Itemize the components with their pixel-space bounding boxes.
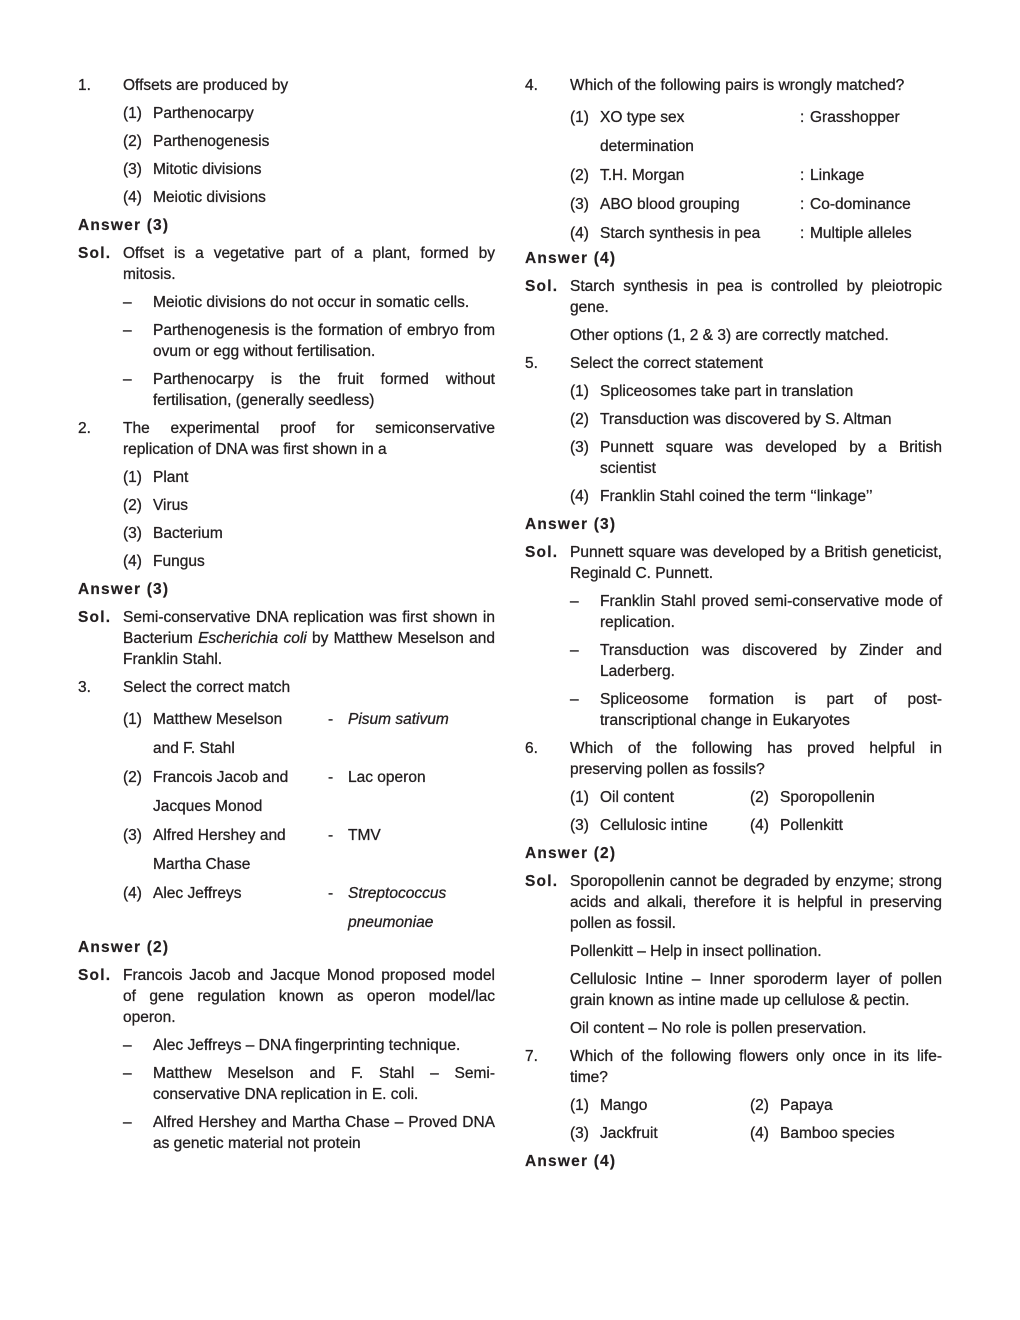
match-right-line: Streptococcus	[348, 885, 447, 902]
solution-paragraph: Oil content – No role is pollen preservation.	[570, 1020, 867, 1037]
option-label: (3)	[123, 161, 142, 178]
option	[123, 131, 495, 152]
match-right	[348, 763, 426, 821]
question	[78, 418, 495, 460]
question-number: 2.	[78, 420, 91, 437]
question-number: 6.	[525, 740, 538, 757]
option-label: (3)	[570, 196, 589, 213]
text-segment: by Matthew Meselson and Franklin Stahl.	[123, 630, 496, 668]
option	[750, 1123, 930, 1144]
answer-label: Answer (3)	[525, 516, 617, 533]
option	[570, 437, 942, 479]
text-segment: Which of the following pairs is wrongly matched?	[570, 77, 905, 94]
match-right	[810, 190, 911, 219]
match-option	[570, 190, 942, 219]
option-text: Fungus	[153, 553, 205, 570]
option-label: (4)	[123, 553, 142, 570]
match-left-line: Starch synthesis in pea	[600, 225, 761, 242]
option-label: (4)	[570, 488, 589, 505]
match-left	[600, 103, 800, 161]
solution-label: Sol.	[525, 873, 559, 890]
match-left	[600, 190, 800, 219]
question-text	[570, 738, 942, 780]
question-number: 1.	[78, 77, 91, 94]
question	[525, 353, 942, 374]
text-segment: Which of the following flowers only once in its life-time?	[570, 1048, 942, 1086]
match-separator: :	[800, 225, 805, 242]
match-left-line: Alfred Hershey and	[153, 827, 286, 844]
solution-label: Sol.	[525, 278, 559, 295]
option-label: (4)	[123, 885, 142, 902]
bullet-text: Meiotic divisions do not occur in somatic cells.	[153, 294, 470, 311]
option-label: (2)	[123, 497, 142, 514]
text-segment: Which of the following has proved helpful in preserving pollen as fossils?	[570, 740, 942, 778]
option-text: Parthenocarpy	[153, 105, 254, 122]
left-column	[78, 75, 495, 1161]
question-text	[123, 677, 495, 698]
right-column	[525, 75, 942, 1179]
option-text: Mitotic divisions	[153, 161, 262, 178]
answer-label: Answer (2)	[525, 845, 617, 862]
solution	[78, 243, 495, 285]
bullet-point	[123, 1112, 495, 1154]
option-label: (3)	[570, 1125, 589, 1142]
answer-label: Answer (4)	[525, 1153, 617, 1170]
question-text	[123, 418, 495, 460]
option-text: Sporopollenin	[780, 789, 875, 806]
option-label: (2)	[570, 411, 589, 428]
text-segment: Semi-conservative DNA replication was first shown in Bacterium	[123, 609, 495, 647]
solution	[525, 542, 942, 584]
option-row	[570, 787, 942, 808]
option-text: Plant	[153, 469, 189, 486]
match-right-line: Co-dominance	[810, 196, 911, 213]
solution-text	[570, 276, 942, 318]
bullet-point	[123, 320, 495, 362]
option-text: Bamboo species	[780, 1125, 895, 1142]
dash-bullet: –	[570, 642, 579, 659]
question-text	[570, 353, 942, 374]
match-option	[123, 763, 495, 821]
match-separator: -	[328, 769, 334, 786]
solution-label: Sol.	[78, 609, 112, 626]
match-right-line: pneumoniae	[348, 914, 434, 931]
match-right	[348, 705, 449, 763]
option-label: (2)	[570, 167, 589, 184]
option-text: Franklin Stahl coined the term ‘‘linkage’’	[600, 488, 873, 505]
answer-label: Answer (3)	[78, 581, 170, 598]
option-label: (3)	[123, 525, 142, 542]
option-label: (2)	[750, 1097, 769, 1114]
dash-bullet: –	[570, 691, 579, 708]
option	[570, 486, 942, 507]
match-left-line: and F. Stahl	[153, 740, 235, 757]
match-right-line: TMV	[348, 827, 381, 844]
solution	[78, 965, 495, 1028]
bullet-text: Parthenocarpy is the fruit formed without fertilisation, (generally seedless)	[153, 371, 495, 409]
question	[78, 677, 495, 698]
option-text: Bacterium	[153, 525, 223, 542]
answer-label: Answer (3)	[78, 217, 170, 234]
option-label: (1)	[123, 711, 142, 728]
question-number: 7.	[525, 1048, 538, 1065]
text-segment: Sporopollenin cannot be degraded by enzyme; strong acids and alkali, therefore it is helpful in preserving pollen as fossil.	[570, 873, 942, 932]
option-text: Meiotic divisions	[153, 189, 266, 206]
match-left-line: ABO blood grouping	[600, 196, 740, 213]
solution-label: Sol.	[78, 967, 112, 984]
option-label: (4)	[750, 817, 769, 834]
option-label: (2)	[123, 769, 142, 786]
question-text	[123, 75, 495, 96]
option-text: Oil content	[600, 789, 675, 806]
question-number: 3.	[78, 679, 91, 696]
match-left	[153, 879, 328, 937]
text-segment: Select the correct match	[123, 679, 291, 696]
option	[570, 815, 750, 836]
solution-paragraph: Other options (1, 2 & 3) are correctly matched.	[570, 327, 889, 344]
match-right-line: Grasshopper	[810, 109, 900, 126]
option-text: Parthenogenesis	[153, 133, 270, 150]
match-right-line: Pisum sativum	[348, 711, 449, 728]
match-right-line: Multiple alleles	[810, 225, 912, 242]
match-right	[348, 879, 446, 937]
solution	[525, 276, 942, 318]
solution-label: Sol.	[78, 245, 112, 262]
dash-bullet: –	[123, 1065, 132, 1082]
option	[570, 787, 750, 808]
option-label: (1)	[123, 469, 142, 486]
solution-text	[570, 542, 942, 584]
solution-label: Sol.	[525, 544, 559, 561]
option-text: Mango	[600, 1097, 648, 1114]
match-separator: :	[800, 167, 805, 184]
match-separator: -	[328, 885, 334, 902]
option-label: (4)	[123, 189, 142, 206]
option	[750, 787, 930, 808]
option	[123, 523, 495, 544]
question-number: 5.	[525, 355, 538, 372]
option	[123, 551, 495, 572]
option	[123, 159, 495, 180]
match-left-line: Francois Jacob and	[153, 769, 289, 786]
bullet-text: Alec Jeffreys – DNA fingerprinting technique.	[153, 1037, 461, 1054]
dash-bullet: –	[123, 371, 132, 388]
match-left	[153, 705, 328, 763]
option	[123, 187, 495, 208]
match-left-line: Martha Chase	[153, 856, 251, 873]
bullet-point	[570, 640, 942, 682]
solution-text	[123, 607, 495, 670]
option-label: (1)	[570, 789, 589, 806]
answer-label: Answer (2)	[78, 939, 170, 956]
option-label: (3)	[570, 817, 589, 834]
option-text: Punnett square was developed by a British scientist	[600, 439, 942, 477]
option-text: Pollenkitt	[780, 817, 843, 834]
match-separator: -	[328, 827, 334, 844]
text-segment: The experimental proof for semiconservative replication of DNA was first shown in a	[123, 420, 495, 458]
bullet-text: Spliceosome formation is part of post-transcriptional change in Eukaryotes	[600, 691, 942, 729]
match-option	[123, 879, 495, 937]
option-label: (3)	[570, 439, 589, 456]
solution-text	[570, 871, 942, 934]
option-label: (4)	[750, 1125, 769, 1142]
solution-paragraph: Cellulosic Intine – Inner sporoderm layer of pollen grain known as intine made up cellulose & pectin.	[570, 971, 942, 1009]
bullet-point	[123, 1063, 495, 1105]
bullet-point	[570, 591, 942, 633]
option-label: (1)	[123, 105, 142, 122]
option-label: (2)	[750, 789, 769, 806]
bullet-text: Alfred Hershey and Martha Chase – Proved DNA as genetic material not protein	[153, 1114, 495, 1152]
bullet-text: Parthenogenesis is the formation of embryo from ovum or egg without fertilisation.	[153, 322, 495, 360]
match-right-line: Lac operon	[348, 769, 426, 786]
match-right	[810, 161, 864, 190]
option	[570, 1123, 750, 1144]
match-left	[153, 821, 328, 879]
question-text	[570, 75, 942, 96]
solution	[78, 607, 495, 670]
solution-text	[123, 243, 495, 285]
match-option	[123, 705, 495, 763]
bullet-text: Transduction was discovered by Zinder and Laderberg.	[600, 642, 942, 680]
bullet-text: Matthew Meselson and F. Stahl – Semi-conservative DNA replication in E. coli.	[153, 1065, 495, 1103]
option	[570, 1095, 750, 1116]
match-option	[123, 821, 495, 879]
match-option	[570, 103, 942, 161]
option-label: (3)	[123, 827, 142, 844]
text-segment: Select the correct statement	[570, 355, 763, 372]
solution-text	[123, 965, 495, 1028]
dash-bullet: –	[123, 322, 132, 339]
option-label: (1)	[570, 109, 589, 126]
match-left-line: XO type sex	[600, 109, 685, 126]
option-label: (4)	[570, 225, 589, 242]
question	[525, 738, 942, 780]
text-segment: Francois Jacob and Jacque Monod proposed model of gene regulation known as operon model/lac operon.	[123, 967, 495, 1026]
option-text: Virus	[153, 497, 189, 514]
dash-bullet: –	[570, 593, 579, 610]
option	[123, 103, 495, 124]
match-right	[810, 103, 900, 161]
solution-paragraph: Pollenkitt – Help in insect pollination.	[570, 943, 822, 960]
match-left-line: T.H. Morgan	[600, 167, 685, 184]
bullet-text: Franklin Stahl proved semi-conservative mode of replication.	[600, 593, 942, 631]
option-text: Spliceosomes take part in translation	[600, 383, 854, 400]
option	[750, 815, 930, 836]
match-right	[348, 821, 381, 879]
bullet-point	[123, 1035, 495, 1056]
option	[750, 1095, 930, 1116]
match-left	[600, 219, 800, 248]
dash-bullet: –	[123, 294, 132, 311]
match-separator: :	[800, 109, 805, 126]
dash-bullet: –	[123, 1037, 132, 1054]
question-text	[570, 1046, 942, 1088]
match-separator: -	[328, 711, 334, 728]
bullet-point	[570, 689, 942, 731]
option-text: Jackfruit	[600, 1125, 658, 1142]
option-label: (2)	[123, 133, 142, 150]
option	[570, 409, 942, 430]
answer-label: Answer (4)	[525, 250, 617, 267]
match-left-line: Matthew Meselson	[153, 711, 283, 728]
match-left	[153, 763, 328, 821]
text-segment: Offset is a vegetative part of a plant, formed by mitosis.	[123, 245, 495, 283]
option-row	[570, 1123, 942, 1144]
match-right	[810, 219, 912, 248]
dash-bullet: –	[123, 1114, 132, 1131]
match-option	[570, 219, 942, 248]
match-left-line: determination	[600, 138, 694, 155]
option-label: (1)	[570, 383, 589, 400]
option-text: Transduction was discovered by S. Altman	[600, 411, 892, 428]
question-number: 4.	[525, 77, 538, 94]
option-text: Cellulosic intine	[600, 817, 708, 834]
option-text: Papaya	[780, 1097, 833, 1114]
option	[123, 495, 495, 516]
match-option	[570, 161, 942, 190]
match-right-line: Linkage	[810, 167, 865, 184]
solution	[525, 871, 942, 934]
text-segment: Escherichia coli	[198, 630, 307, 647]
text-segment: Starch synthesis in pea is controlled by pleiotropic gene.	[570, 278, 942, 316]
bullet-point	[123, 369, 495, 411]
text-segment: Punnett square was developed by a British geneticist, Reginald C. Punnett.	[570, 544, 942, 582]
option-row	[570, 815, 942, 836]
match-left	[600, 161, 800, 190]
option	[570, 381, 942, 402]
match-separator: :	[800, 196, 805, 213]
option-row	[570, 1095, 942, 1116]
option-label: (1)	[570, 1097, 589, 1114]
question	[525, 75, 942, 96]
match-left-line: Alec Jeffreys	[153, 885, 242, 902]
question	[525, 1046, 942, 1088]
option	[123, 467, 495, 488]
bullet-point	[123, 292, 495, 313]
question	[78, 75, 495, 96]
text-segment: Offsets are produced by	[123, 77, 289, 94]
match-left-line: Jacques Monod	[153, 798, 263, 815]
